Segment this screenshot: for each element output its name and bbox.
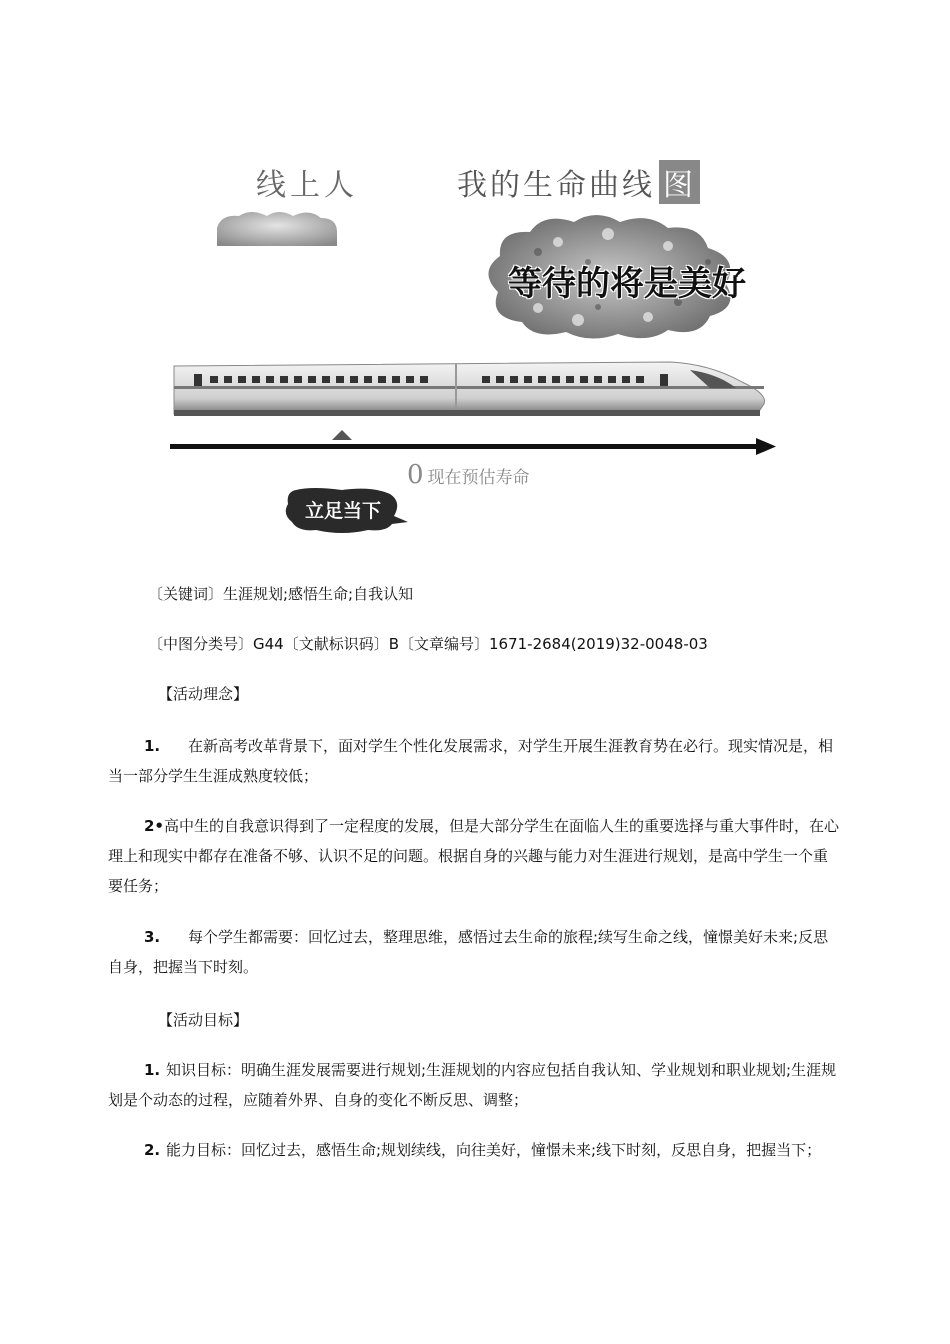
- keywords-line: 〔关键词〕生涯规划;感悟生命;自我认知: [148, 585, 414, 603]
- timeline-label: [407, 460, 530, 490]
- item-text: 知识目标：明确生涯发展需要进行规划;生涯规划的内容应包括自我认知、学业规划和职业规划;生涯规划是个动态的过程，应随着外界、自身的变化不断反思、调整；: [108, 1061, 837, 1109]
- section-heading-concept: 【活动理念】: [158, 685, 249, 703]
- item-number: 2.: [144, 1141, 161, 1159]
- figure-title-main: 我的生命曲线: [457, 168, 655, 203]
- timeline-arrow: [170, 430, 776, 460]
- classification-line: 〔中图分类号〕G44〔文献标识码〕B〔文章编号〕1671-2684(2019)32-0048-03: [148, 635, 708, 653]
- item-number: 1.: [144, 1061, 161, 1079]
- now-marker-triangle: [332, 430, 352, 440]
- item-number: 2•: [144, 817, 165, 835]
- concept-item-1: [108, 731, 841, 791]
- cloud-caption: 等待的将是美好: [508, 264, 746, 304]
- train-image: [170, 358, 768, 420]
- item-number: 3.: [144, 928, 161, 946]
- concept-item-3: [108, 922, 841, 982]
- item-text: 高中生的自我意识得到了一定程度的发展，但是大部分学生在面临人生的重要选择与重大事件时，在心理上和现实中都存在准备不够、认识不足的问题。根据自身的兴趣与能力对生涯进行规划，是高中学生一个重要任务；: [108, 817, 840, 895]
- section-heading-goals: 【活动目标】: [158, 1011, 249, 1029]
- concept-item-2: [108, 811, 841, 901]
- timeline-zero: 0: [407, 460, 424, 490]
- item-text: 在新高考改革背景下，面对学生个性化发展需求，对学生开展生涯教育势在必行。现实情况是，相当一部分学生生涯成熟度较低；: [108, 737, 834, 785]
- goal-item-2: [108, 1135, 841, 1165]
- item-number: 1.: [144, 737, 161, 755]
- figure-title-last: 图: [659, 160, 700, 204]
- bubble-caption: 立足当下: [305, 500, 382, 522]
- item-text: 每个学生都需要：回忆过去，整理思维，感悟过去生命的旅程;续写生命之线，憧憬美好未来;反思自身，把握当下时刻。: [108, 928, 829, 976]
- figure-title-right: [457, 160, 700, 204]
- goal-item-1: [108, 1055, 841, 1115]
- item-text: 能力目标：回忆过去，感悟生命;规划续线，向往美好，憧憬未来;线下时刻，反思自身，把握当下；: [166, 1141, 822, 1159]
- figure-title-left: 线上人: [256, 168, 358, 203]
- cloud-left-image: [217, 210, 337, 246]
- timeline-caption: 现在预估寿命: [427, 468, 530, 488]
